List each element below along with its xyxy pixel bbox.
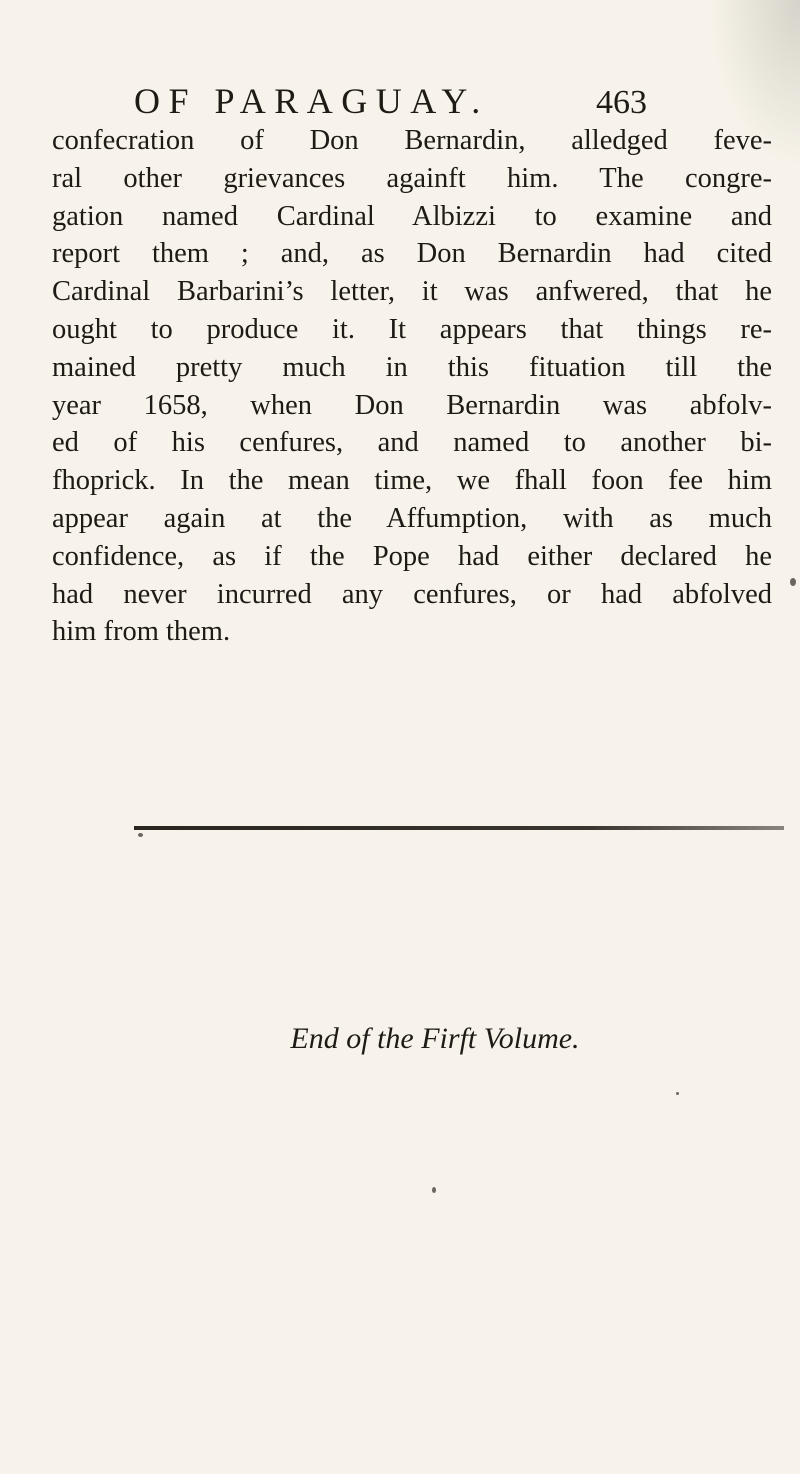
text-line: Cardinal Barbarini’s letter, it was anfwered, that he bbox=[52, 276, 772, 308]
text-line: year 1658, when Don Bernardin was abfolv- bbox=[52, 389, 772, 421]
text-line: report them ; and, as Don Bernardin had cited bbox=[52, 238, 772, 270]
text-line: appear again at the Affumption, with as much bbox=[52, 502, 772, 534]
end-rule bbox=[134, 826, 784, 830]
text-line: ral other grievances againft him. The congre- bbox=[52, 162, 772, 194]
page-number: 463 bbox=[596, 84, 647, 121]
running-title: OF PARAGUAY. bbox=[134, 81, 489, 121]
text-line: mained pretty much in this fituation till the bbox=[52, 351, 772, 383]
end-of-volume-note: End of the Firft Volume. bbox=[290, 1022, 580, 1055]
text-line: gation named Cardinal Albizzi to examine and bbox=[52, 200, 772, 232]
paper-speck bbox=[676, 1092, 679, 1095]
paper-speck bbox=[790, 578, 796, 586]
paper-speck bbox=[432, 1187, 436, 1193]
text-line: confidence, as if the Pope had either declared he bbox=[52, 540, 772, 572]
text-line: fhoprick. In the mean time, we fhall foon fee him bbox=[52, 465, 772, 497]
text-line: ought to produce it. It appears that things re- bbox=[52, 313, 772, 345]
body-paragraph bbox=[52, 122, 772, 651]
text-line: him from them. bbox=[52, 616, 231, 648]
text-line: confecration of Don Bernardin, alledged feve- bbox=[52, 125, 772, 156]
text-line: had never incurred any cenfures, or had abfolved bbox=[52, 578, 772, 610]
running-header bbox=[134, 80, 694, 124]
text-line: ed of his cenfures, and named to another bi- bbox=[52, 427, 772, 459]
paper-speck bbox=[138, 833, 143, 837]
